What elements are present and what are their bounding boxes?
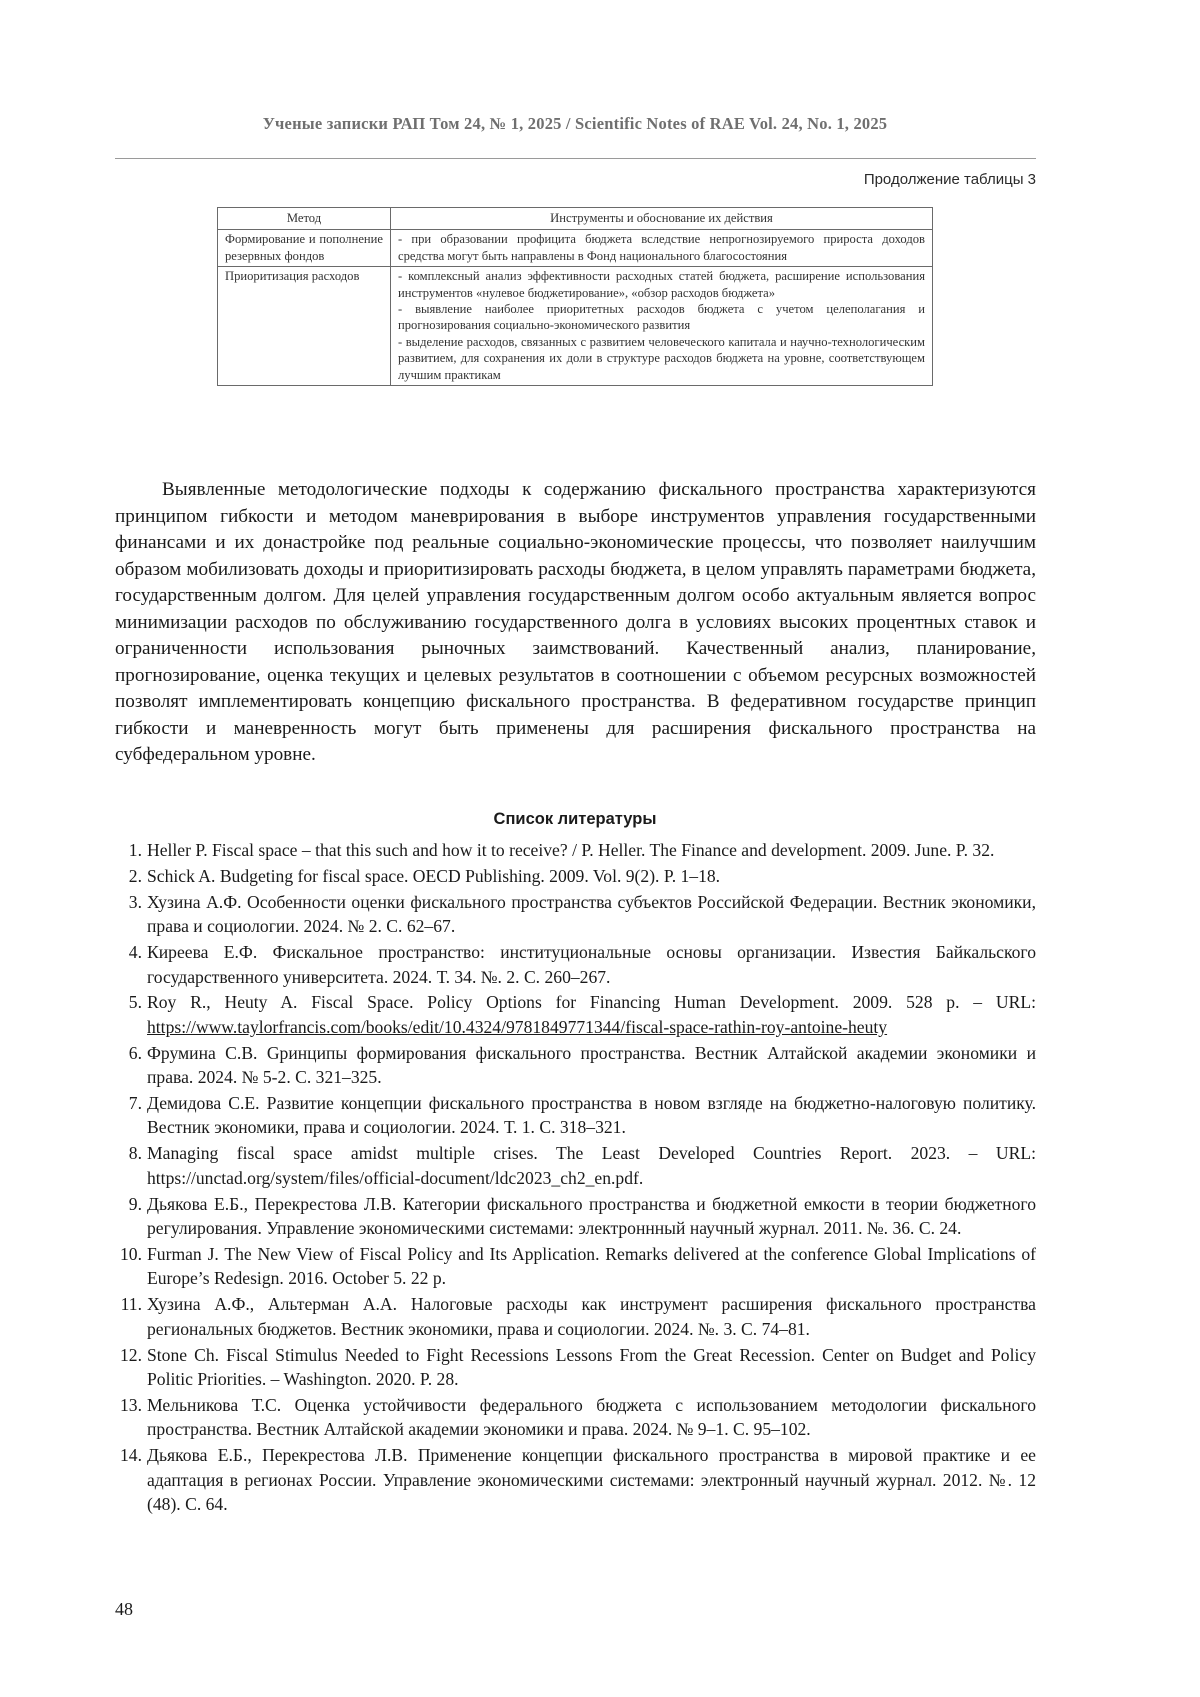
reference-number: 8.	[128, 1143, 142, 1164]
reference-item	[115, 1393, 1036, 1442]
page-number: 48	[115, 1599, 133, 1619]
table-continuation-label: Продолжение таблицы 3	[863, 171, 1036, 188]
reference-number: 9.	[128, 1193, 142, 1214]
reference-text-body: Roy R., Heuty A. Fiscal Space. Policy Options for Financing Human Development. 2009. 528 p. – URL:	[147, 992, 1036, 1013]
table-row	[218, 230, 933, 267]
references-list	[115, 838, 1036, 1518]
reference-number: 7.	[128, 1093, 142, 1114]
reference-item	[115, 864, 1036, 888]
reference-text: Фрумина С.В. Gринципы формирования фискального пространства. Вестник Алтайской академии экономики и права. 2024. № 5-2. С. 321–325.	[147, 1042, 1036, 1088]
column-header-tools: Инструменты и обоснование их действия	[391, 208, 933, 230]
reference-item	[115, 1141, 1036, 1190]
column-header-method: Метод	[218, 208, 391, 230]
references-title: Список литературы	[493, 810, 657, 828]
tool-item: - выявление наиболее приоритетных расходов бюджета с учетом целеполагания и прогнозирования социально-экономического развития	[398, 302, 925, 333]
table-cell-method: Приоритизация расходов	[218, 267, 391, 386]
methods-table	[217, 207, 933, 386]
reference-number: 1.	[128, 840, 142, 860]
reference-number: 6.	[128, 1042, 142, 1063]
table-cell-method: Формирование и пополнение резервных фондов	[218, 230, 391, 267]
table-cell-tools	[391, 267, 933, 386]
reference-text: Furman J. The New View of Fiscal Policy and Its Application. Remarks delivered at the conference Global Implications of Europe’s Redesign. 2016. October 5. 22 p.	[147, 1244, 1036, 1289]
reference-number: 14.	[120, 1445, 142, 1466]
reference-text: Мельникова Т.С. Оценка устойчивости федерального бюджета с использованием методологии фискального пространства. Вестник Алтайской академии экономики и права. 2024. № 9–1. С. 95–102.	[147, 1394, 1036, 1440]
reference-number: 5.	[128, 992, 142, 1013]
reference-number: 4.	[128, 942, 142, 963]
reference-text: Managing fiscal space amidst multiple crises. The Least Developed Countries Report. 2023. – URL: https://unctad.org/system/files/official-document/ldc2023_ch2_en.pdf.	[147, 1143, 1036, 1188]
reference-item	[115, 1192, 1036, 1241]
header-divider	[115, 158, 1036, 159]
reference-item	[115, 990, 1036, 1039]
reference-text	[147, 990, 1036, 1039]
body-paragraph: Выявленные методологические подходы к содержанию фискального пространства характеризуются принципом гибкости и методом маневрирования в выборе инструментов управления государственными финансами и их донастройке под реальные социально-экономические процессы, что позволяет наилучшим образом мобилизовать доходы и приоритизировать расходы бюджета, в целом управлять параметрами бюджета, государственным долгом. Для целей управления государственным долгом особо актуальным является вопрос минимизации расходов по обслуживанию государственного долга в условиях высоких процентных ставок и ограниченности использования рыночных заимствований. Качественный анализ, планирование, прогнозирование, оценка текущих и целевых результатов в соотношении с объемом ресурсных возможностей позволят имплементировать концепцию фискального пространства. В федеративном государстве принцип гибкости и маневренность могут быть применены для расширения фискального пространства на субфедеральном уровне.	[115, 479, 1036, 765]
reference-item	[115, 940, 1036, 989]
reference-number: 13.	[120, 1394, 142, 1415]
reference-item	[115, 1091, 1036, 1140]
reference-item	[115, 1292, 1036, 1341]
reference-text: Heller P. Fiscal space – that this such and how it to receive? / P. Heller. The Finance and development. 2009. June. P. 32.	[147, 840, 995, 860]
reference-text: Дьякова Е.Б., Перекрестова Л.В. Применение концепции фискального пространства в мировой практике и ее адаптация в регионах России. Управление экономическими системами: электронный научный журнал. 2012. №. 12 (48). С. 64.	[147, 1445, 1036, 1515]
reference-text: Stone Ch. Fiscal Stimulus Needed to Fight Recessions Lessons From the Great Recession. Center on Budget and Policy Politic Priorities. – Washington. 2020. P. 28.	[147, 1344, 1036, 1390]
reference-item	[115, 838, 1036, 862]
reference-text: Дьякова Е.Б., Перекрестова Л.В. Категории фискального пространства и бюджетной емкости в теории бюджетного регулирования. Управление экономическими системами: электроннный научный журнал. 2011. №. 36. С. 24.	[147, 1193, 1036, 1239]
reference-text: Schick A. Budgeting for fiscal space. OECD Publishing. 2009. Vol. 9(2). P. 1–18.	[147, 865, 721, 886]
reference-number: 10.	[120, 1244, 142, 1264]
reference-item	[115, 1343, 1036, 1392]
reference-number: 3.	[128, 891, 142, 912]
table-header-row	[218, 208, 933, 230]
reference-item	[115, 1041, 1036, 1090]
tool-item: - выделение расходов, связанных с развитием человеческого капитала и научно-технологическим развитием, для сохранения их доли в структуре расходов бюджета на уровне, соответствующем лучшим практикам	[398, 334, 925, 382]
reference-number: 11.	[120, 1294, 142, 1315]
reference-number: 12.	[120, 1344, 142, 1365]
reference-text: Хузина А.Ф., Альтерман А.А. Налоговые расходы как инструмент расширения фискального пространства региональных бюджетов. Вестник экономики, права и социологии. 2024. №. 3. С. 74–81.	[147, 1294, 1036, 1339]
reference-item	[115, 1242, 1036, 1291]
reference-text: Хузина А.Ф. Особенности оценки фискального пространства субъектов Российской Федерации. Вестник экономики, права и социологии. 2024. № 2. С. 62–67.	[147, 891, 1036, 937]
tool-item: - комплексный анализ эффективности расходных статей бюджета, расширение использования инструментов «нулевое бюджетирование», «обзор расходов бюджета»	[398, 269, 925, 300]
reference-text: Демидова С.Е. Развитие концепции фискального пространства в новом взгляде на бюджетно-налоговую политику. Вестник экономики, права и социологии. 2024. Т. 1. С. 318–321.	[147, 1093, 1036, 1138]
reference-item	[115, 890, 1036, 939]
reference-url-link[interactable]: https://www.taylorfrancis.com/books/edit/10.4324/9781849771344/fiscal-space-rathin-roy-antoine-heuty	[147, 1016, 888, 1037]
table-row	[218, 267, 933, 386]
table-cell-tools	[391, 230, 933, 267]
running-header: Ученые записки РАП Том 24, № 1, 2025 / Scientific Notes of RAE Vol. 24, No. 1, 2025	[262, 114, 888, 133]
tool-item: - при образовании профицита бюджета вследствие непрогнозируемого прироста доходов средства могут быть направлены в Фонд национального благосостояния	[398, 232, 925, 263]
reference-number: 2.	[128, 865, 142, 886]
reference-item	[115, 1443, 1036, 1516]
reference-text: Киреева Е.Ф. Фискальное пространство: институциональные основы организации. Известия Байкальского государственного университета. 2024. Т. 34. №. 2. С. 260–267.	[147, 942, 1036, 987]
